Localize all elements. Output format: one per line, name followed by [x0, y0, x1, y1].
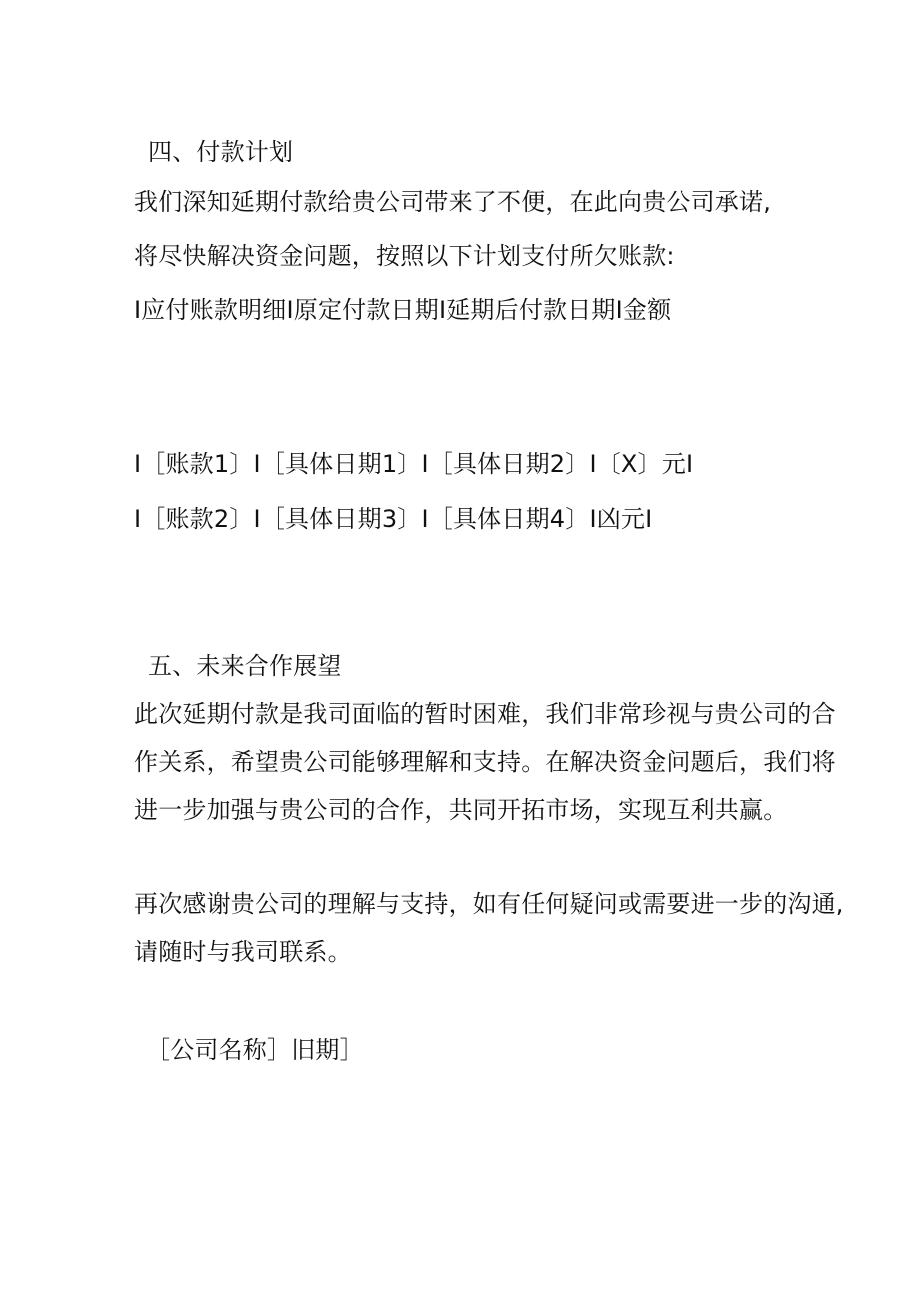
section4-paragraph-line-1: 我们深知延期付款给贵公司带来了不便，在此向贵公司承诺, — [134, 188, 772, 216]
closing-line-2: 请随时与我司联系。 — [134, 938, 352, 966]
payment-table-row-2: I［账款2〕I［具体日期3〕I［具体日期4〕I凶元I — [134, 505, 653, 533]
section5-paragraph-line-3: 进一步加强与贵公司的合作，共同开拓市场，实现互利共赢。 — [134, 796, 788, 824]
section5-paragraph-line-1: 此次延期付款是我司面临的暂时困难，我们非常珍视与贵公司的合 — [134, 700, 836, 728]
payment-table-row-1: I［账款1〕I［具体日期1〕I［具体日期2〕I〔X〕元I — [134, 450, 694, 478]
section5-paragraph-line-2: 作关系，希望贵公司能够理解和支持。在解决资金问题后，我们将 — [134, 748, 836, 776]
payment-table-header: I应付账款明细I原定付款日期I延期后付款日期I金额 — [134, 296, 672, 324]
closing-line-1: 再次感谢贵公司的理解与支持，如有任何疑问或需要进一步的沟通, — [134, 890, 844, 918]
signature-placeholder: ［公司名称］旧期］ — [146, 1036, 364, 1064]
section4-paragraph-line-2: 将尽快解决资金问题，按照以下计划支付所欠账款: — [134, 242, 675, 270]
section4-heading: 四、付款计划 — [148, 138, 294, 166]
section5-heading: 五、未来合作展望 — [148, 652, 342, 680]
